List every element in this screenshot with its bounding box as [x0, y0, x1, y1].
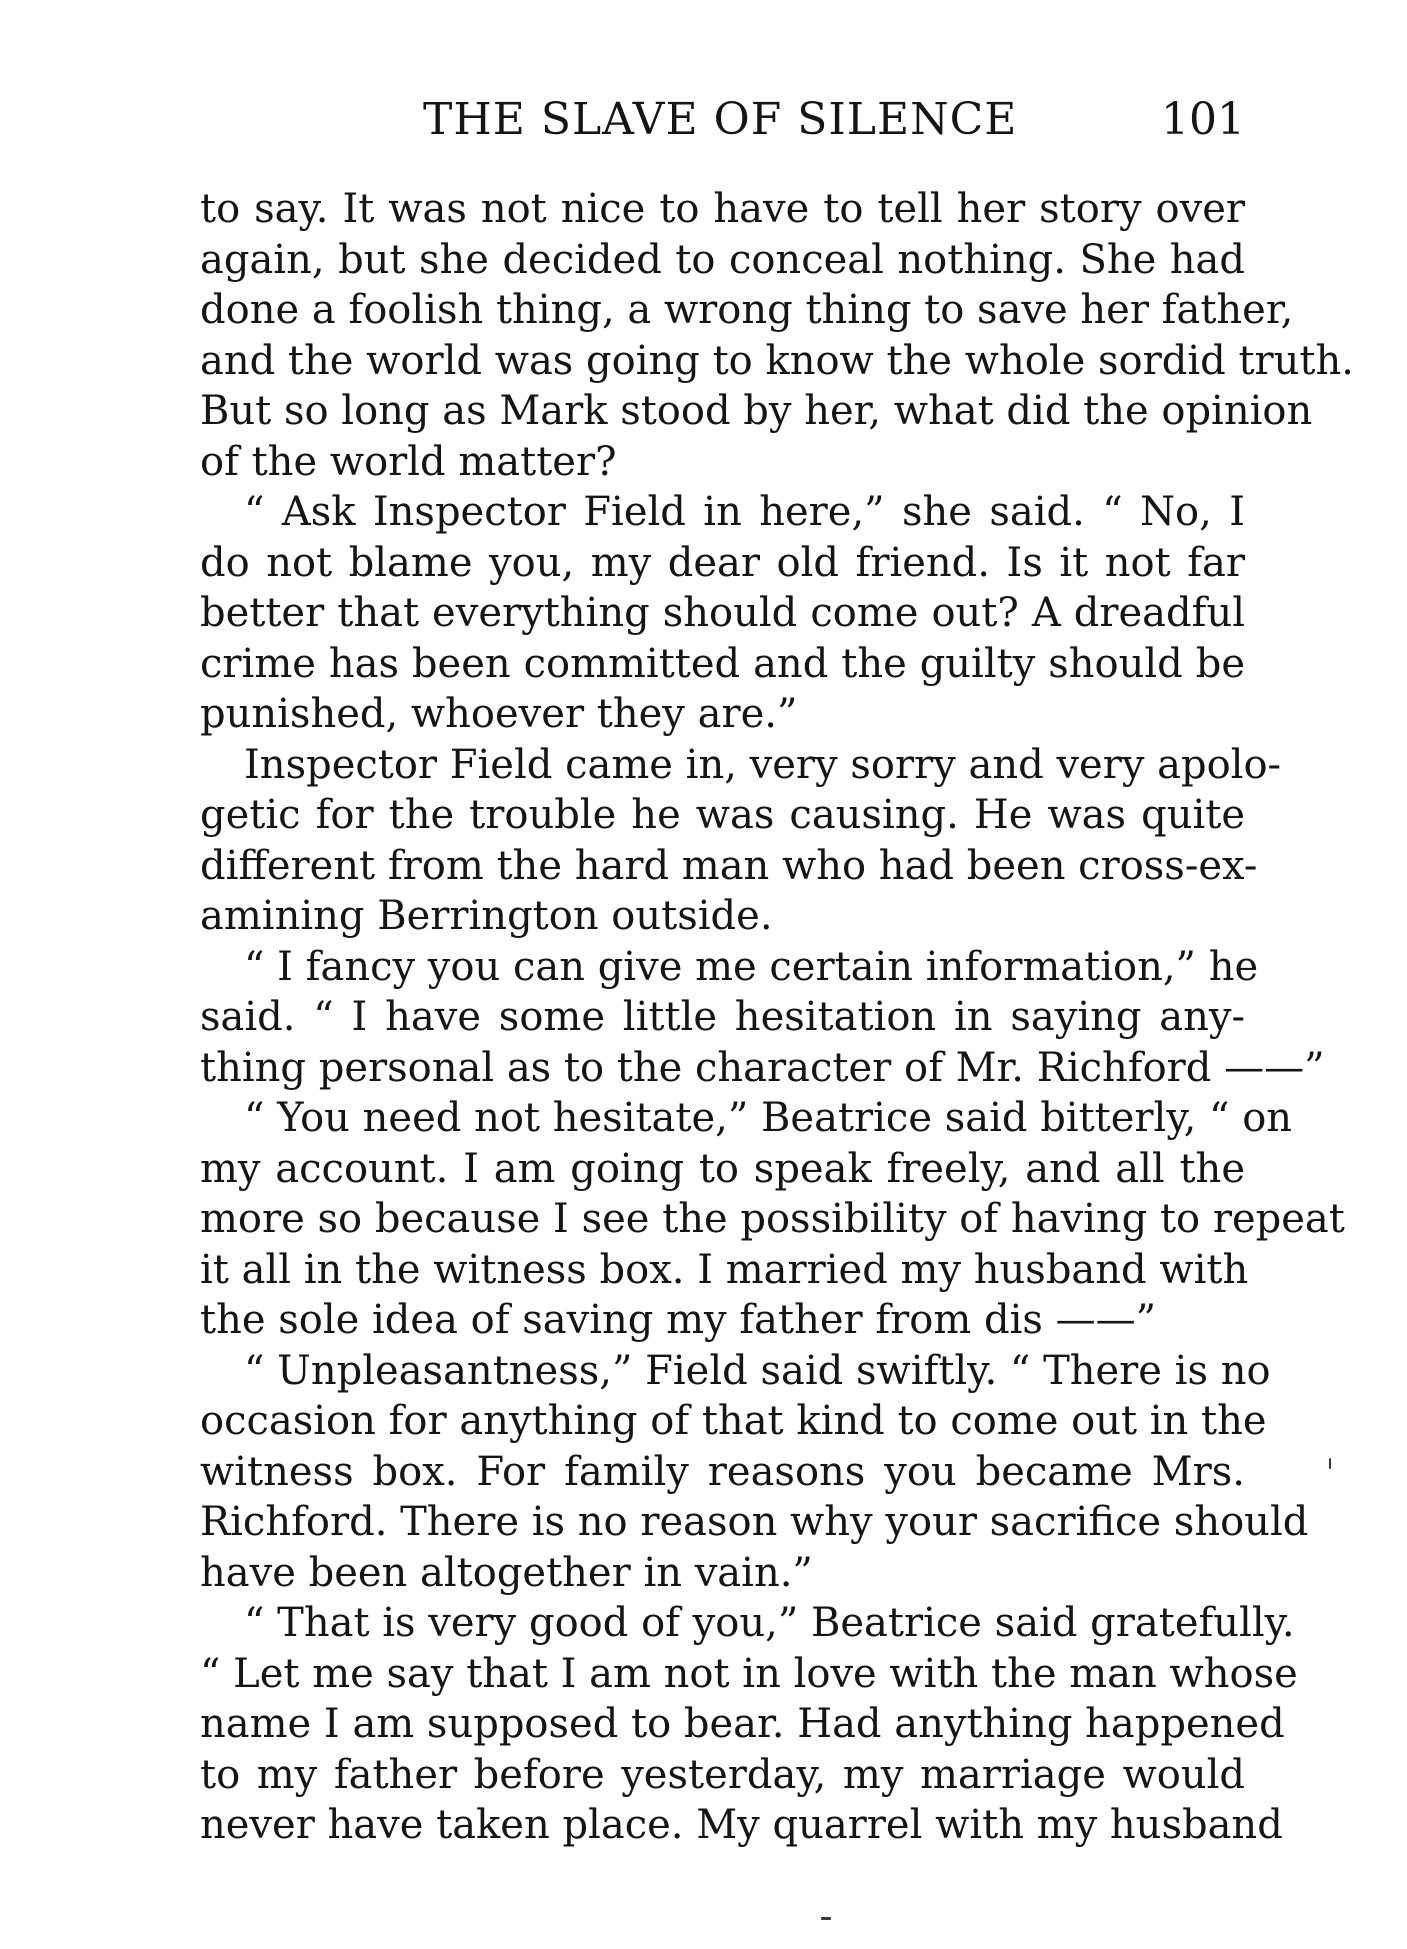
text-line: said. “ I have some little hesitation in saying any-: [200, 994, 1245, 1040]
text-line: “ Unpleasantness,” Field said swiftly. “ There is no: [244, 1347, 1271, 1394]
text-line: But so long as Mark stood by her, what did the opinion: [200, 388, 1313, 434]
text-line: to my father before yesterday, my marriage would: [200, 1751, 1245, 1798]
text-line: “ Let me say that I am not in love with the man whose: [200, 1650, 1298, 1697]
text-line: have been altogether in vain.”: [200, 1549, 813, 1596]
text-line: Richford. There is no reason why your sacrifice should: [200, 1499, 1309, 1545]
text-line: punished, whoever they are.”: [200, 691, 798, 737]
text-line: more so because I see the possibility of having to repeat: [200, 1196, 1345, 1242]
text-line: occasion for anything of that kind to come out in the: [200, 1398, 1267, 1444]
text-line: to say. It was not nice to have to tell her story over: [200, 186, 1245, 232]
body-text: [200, 184, 1354, 1851]
text-line: again, but she decided to conceal nothing. She had: [200, 236, 1245, 283]
text-line: thing personal as to the character of Mr. Richford ——”: [200, 1044, 1325, 1091]
text-line: done a foolish thing, a wrong thing to save her father,: [200, 287, 1294, 333]
text-line: witness box. For family reasons you became Mrs.: [200, 1448, 1245, 1495]
text-line: different from the hard man who had been cross-ex-: [200, 842, 1258, 889]
text-line: “ You need not hesitate,” Beatrice said bitterly, “ on: [244, 1095, 1293, 1141]
text-line: crime has been committed and the guilty should be: [200, 640, 1245, 687]
text-line: name I am supposed to bear. Had anything happened: [200, 1701, 1285, 1747]
text-line: Inspector Field came in, very sorry and very apolo-: [244, 741, 1282, 788]
scan-dash-mark: [821, 1917, 831, 1920]
text-line: amining Berrington outside.: [200, 893, 773, 939]
text-line: “ That is very good of you,” Beatrice said gratefully.: [244, 1600, 1295, 1646]
running-title: THE SLAVE OF SILENCE: [423, 94, 1018, 145]
text-line: of the world matter?: [200, 438, 617, 485]
text-line: do not blame you, my dear old friend. Is it not far: [200, 539, 1245, 586]
text-line: and the world was going to know the whole sordid truth.: [200, 337, 1354, 384]
text-line: “ I fancy you can give me certain information,” he: [244, 943, 1259, 990]
text-line: better that everything should come out? A dreadful: [200, 590, 1245, 636]
page-number: 101: [1161, 94, 1245, 145]
text-line: my account. I am going to speak freely, and all the: [200, 1145, 1245, 1192]
scan-speck: [1329, 1458, 1331, 1469]
text-line: it all in the witness box. I married my husband with: [200, 1246, 1249, 1293]
text-line: never have taken place. My quarrel with my husband: [200, 1802, 1283, 1848]
running-head: [200, 90, 1245, 150]
text-line: the sole idea of saving my father from dis ——”: [200, 1297, 1157, 1343]
text-line: “ Ask Inspector Field in here,” she said. “ No, I: [244, 489, 1245, 535]
text-line: getic for the trouble he was causing. He was quite: [200, 792, 1245, 838]
